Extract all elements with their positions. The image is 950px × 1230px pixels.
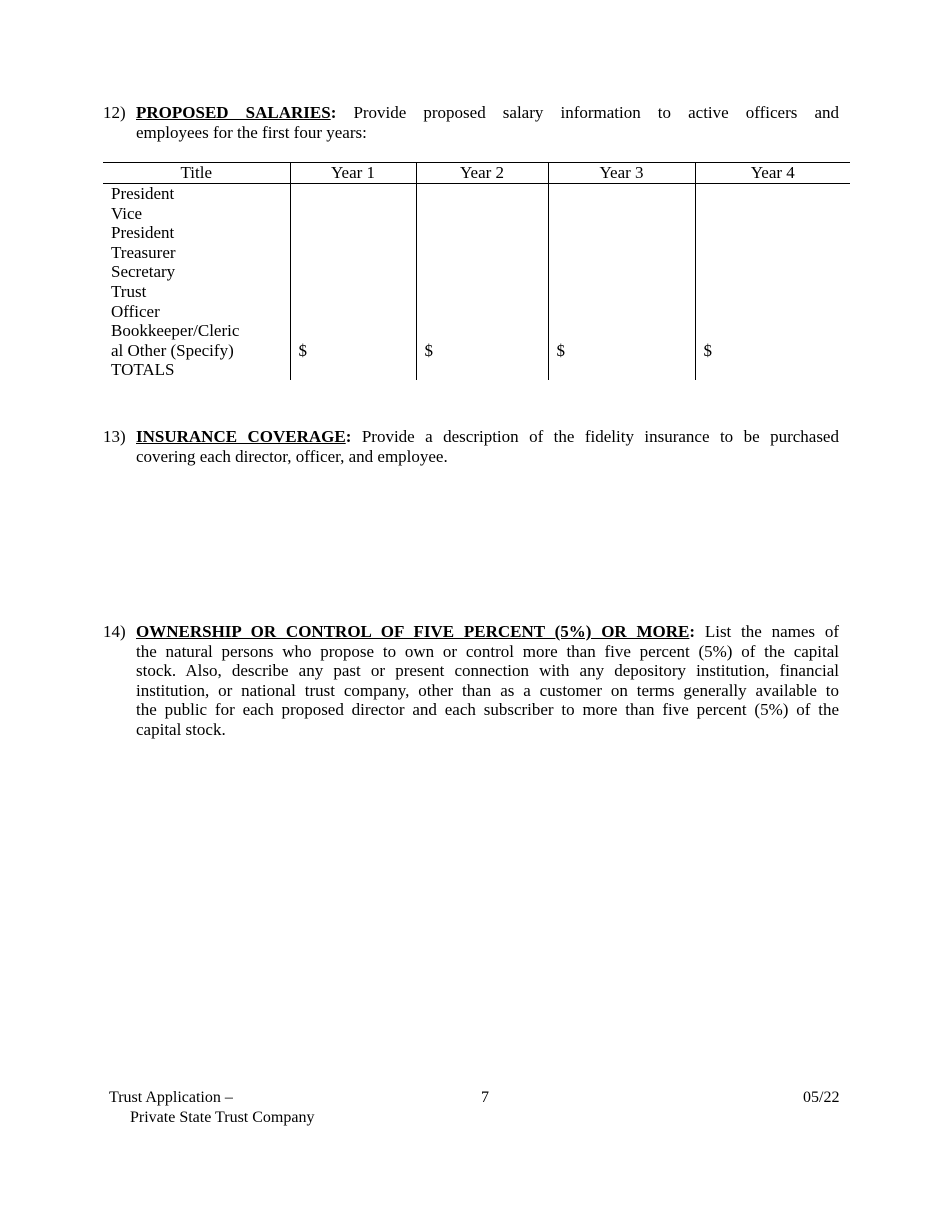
header-year-4: Year 4 <box>695 163 850 184</box>
title-secretary: Secretary <box>111 262 176 282</box>
section-12-text: Provide proposed salary information to active officers and <box>336 103 839 122</box>
title-officer: Officer <box>111 301 160 321</box>
section-14-paragraph: OWNERSHIP OR CONTROL OF FIVE PERCENT (5%) OR MORE: List the names of the natural persons who propose to own or control more than five percent (5%) of the capital stock. Also, describe any past or present connection with any depository institution, financial institution, or national trust company, other than as a customer on terms generally available to the public for each proposed director and each subscriber to more than five percent (5%) of the capital stock. <box>136 622 839 739</box>
title-trust: Trust <box>111 281 147 301</box>
section-14-number: 14) <box>103 622 126 641</box>
section-12-heading: PROPOSED SALARIES <box>136 103 331 122</box>
section-14-text: List the names of <box>695 622 839 641</box>
header-year-3: Year 3 <box>548 163 695 184</box>
salary-table <box>103 162 850 380</box>
section-13-text-line2: covering each director, officer, and employee. <box>136 446 448 466</box>
section-12-paragraph: PROPOSED SALARIES: Provide proposed salary information to active officers and employees for the first four years: <box>136 103 839 142</box>
header-title: Title <box>103 163 290 184</box>
section-14-line-3: institution, or national trust company, other than as a customer on terms generally available to <box>136 680 839 700</box>
footer-left-line1: Trust Application – <box>109 1089 233 1106</box>
section-13-text: Provide a description of the fidelity insurance to be purchased <box>351 427 839 446</box>
section-12-text-line2: employees for the first four years: <box>136 122 367 142</box>
header-year-1: Year 1 <box>290 163 416 184</box>
title-bookkeeper: Bookkeeper/Cleric <box>111 321 240 341</box>
year-4-cell: $ <box>695 184 850 381</box>
title-treasurer: Treasurer <box>111 242 176 262</box>
section-13-number: 13) <box>103 427 126 446</box>
section-14-line-5: capital stock. <box>136 719 226 739</box>
section-14-line-4: the public for each proposed director and each subscriber to more than five percent (5%) of the <box>136 700 839 719</box>
title-president-2: President <box>111 223 175 243</box>
title-president: President <box>111 184 175 203</box>
year-3-cell: $ <box>548 184 695 381</box>
section-14-line-1: the natural persons who propose to own or control more than five percent (5%) of the capital <box>136 641 839 661</box>
footer-left-line2: Private State Trust Company <box>130 1109 315 1126</box>
section-14-heading: OWNERSHIP OR CONTROL OF FIVE PERCENT (5%) OR MORE <box>136 622 690 641</box>
section-13-paragraph: INSURANCE COVERAGE: Provide a description of the fidelity insurance to be purchased covering each director, officer, and employee. <box>136 427 839 466</box>
title-totals: TOTALS <box>111 360 175 380</box>
footer-date: 05/22 <box>803 1089 840 1106</box>
title-column <box>103 184 290 381</box>
year-1-cell: $ <box>290 184 416 381</box>
year-2-cell: $ <box>416 184 548 381</box>
title-other: al Other (Specify) <box>111 340 234 360</box>
title-vice: Vice <box>111 203 143 223</box>
section-13-heading: INSURANCE COVERAGE <box>136 427 346 446</box>
section-14-line-2: stock. Also, describe any past or present connection with any depository institution, financial <box>136 661 839 680</box>
footer-page-number: 7 <box>481 1089 489 1106</box>
header-year-2: Year 2 <box>416 163 548 184</box>
section-12-number: 12) <box>103 103 126 122</box>
